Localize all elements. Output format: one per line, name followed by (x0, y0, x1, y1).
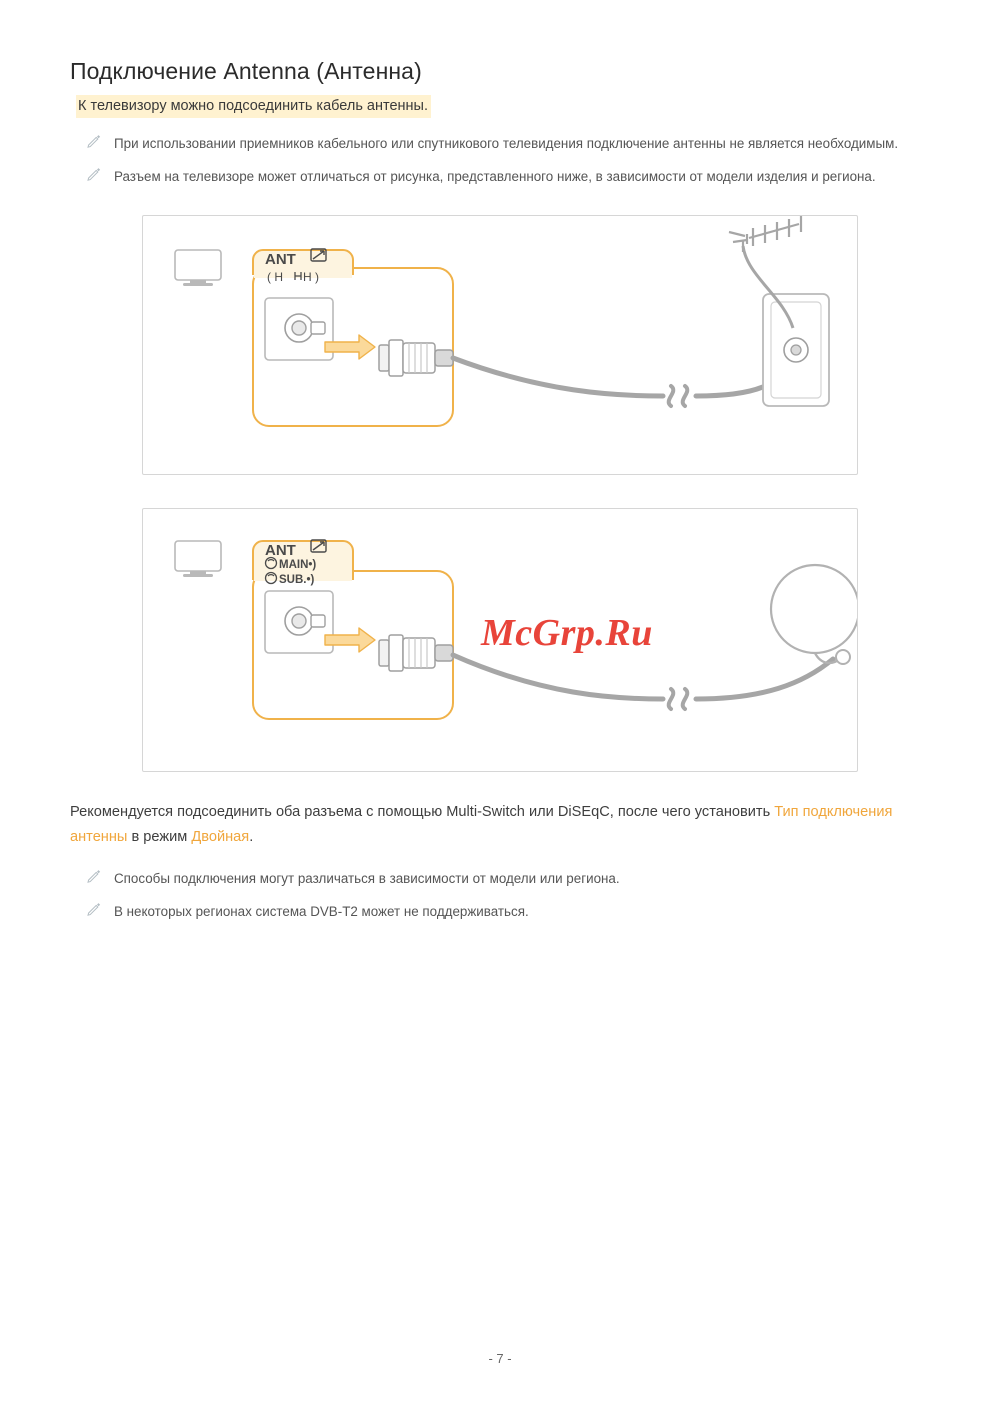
note-item (80, 900, 930, 923)
pencil-icon (86, 134, 102, 150)
satellite-cable (453, 655, 663, 699)
cable-break-icon (669, 386, 688, 406)
tv-port-plate (265, 591, 333, 653)
tv-icon (175, 541, 221, 577)
figure1-diagram (143, 216, 857, 472)
link-antenna-connection-type[interactable]: Тип подключения антенны (70, 803, 893, 846)
ant-label-text: ANT (265, 250, 296, 268)
note-item (80, 165, 930, 188)
ant-label-text: ANT (265, 541, 296, 559)
note-text: В некоторых регионах система DVB-T2 может не поддерживаться. (114, 904, 529, 920)
page-title: Подключение Antenna (Антенна) (70, 58, 422, 84)
pencil-icon (86, 869, 102, 885)
figure-antenna-terrestrial (142, 215, 858, 475)
figure2-diagram (143, 509, 857, 769)
note-text: Способы подключения могут различаться в зависимости от модели или региона. (114, 870, 620, 886)
pencil-icon (86, 167, 102, 183)
paragraph-part3: . (249, 829, 254, 846)
satellite-cable (696, 659, 833, 699)
note-item (80, 132, 930, 155)
wall-outlet-icon (763, 294, 829, 406)
note-text: При использовании приемников кабельного или спутникового телевидения подключение антенны не является необходимым. (114, 135, 899, 151)
paragraph-part1: Рекомендуется подсоединить оба разъема с помощью Multi-Switch или DiSEqC, после чего установить (70, 803, 775, 820)
antenna-cable (453, 358, 663, 396)
note-text: Разъем на телевизоре может отличаться от рисунка, представленного ниже, в зависимости от модели изделия и региона. (114, 169, 876, 185)
tv-icon (175, 250, 221, 286)
ant-mode-text: ( H (267, 269, 283, 284)
note-item (80, 867, 930, 890)
bottom-note-list (80, 867, 930, 924)
paragraph-part2: в режим (127, 829, 192, 846)
ant-sub-text: SUB.•) (279, 573, 315, 586)
figure-antenna-satellite (142, 508, 858, 772)
watermark: McGrp.Ru (481, 611, 653, 654)
tv-port-plate (265, 298, 333, 360)
subtitle-container (76, 95, 930, 118)
ant-main-text: MAIN•) (279, 558, 317, 571)
satellite-dish-icon (771, 565, 857, 664)
page-number: - 7 - (488, 1351, 512, 1366)
link-dual-mode[interactable]: Двойная (191, 829, 250, 846)
recommendation-paragraph (70, 800, 930, 851)
page-subtitle: К телевизору можно подсоединить кабель антенны. (76, 95, 431, 118)
pencil-icon (86, 902, 102, 918)
top-note-list (80, 132, 930, 189)
svg-text:H ): H ) (303, 269, 319, 284)
cable-break-icon (669, 689, 688, 709)
